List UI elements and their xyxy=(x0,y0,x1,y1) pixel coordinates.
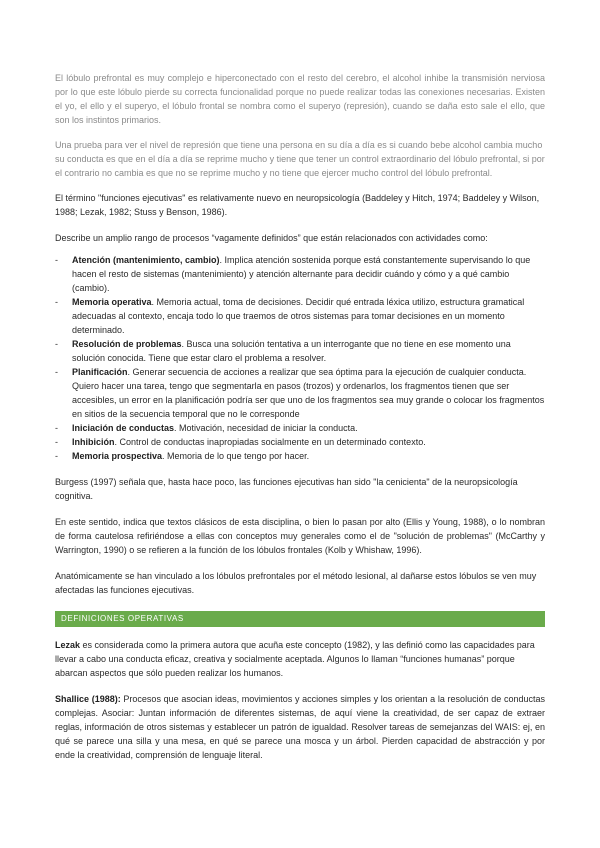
function-description: . Control de conductas inapropiadas socialmente en un determinado contexto. xyxy=(114,437,426,447)
list-dash: - xyxy=(55,297,58,307)
list-item xyxy=(55,253,545,295)
function-description: . Busca una solución tentativa a un interrogante que no tiene en ese momento una solución conocida. Tiene que estar claro el problema a resolver. xyxy=(72,339,511,363)
list-dash: - xyxy=(55,423,58,433)
describe-paragraph: Describe un amplio rango de procesos “vagamente definidos” que están relacionados con actividades como: xyxy=(55,233,488,243)
author-shallice: Shallice (1988): xyxy=(55,694,121,704)
executive-functions-list xyxy=(55,253,545,463)
list-dash: - xyxy=(55,437,58,447)
author-lezak: Lezak xyxy=(55,640,81,650)
shallice-paragraph xyxy=(55,692,545,762)
intro-paragraph-repression: Una prueba para ver el nivel de represión que tiene una persona en su día a día es si cuando bebe alcohol cambia mucho su conducta es que en el día a día se reprime mucho y tiene que tener un control extraordinario del lóbulo prefrontal, si por el contrario no cambia es que no se reprime mucho y no tiene que ejercer mucho control del lóbulo prefrontal. xyxy=(55,140,545,178)
list-dash: - xyxy=(55,339,58,349)
list-item xyxy=(55,365,545,421)
list-item xyxy=(55,421,545,435)
list-item xyxy=(55,449,545,463)
function-term: Iniciación de conductas xyxy=(72,423,175,433)
list-item xyxy=(55,337,545,365)
function-term: Resolución de problemas xyxy=(72,339,182,349)
shallice-text: Procesos que asocian ideas, movimientos y acciones simples y los orientan a la resolución de conductas complejas. Asociar: Juntan información de diferentes sistemas, de aquí viene la creatividad, de ser capaz de extraer reglas, información de otros sistemas y establecer un patrón de igualdad. Resolver tareas de semejanzas del WAIS: ej, en qué se parece una silla y una mesa, en qué se parece una mosca y un árbol. Pierden capacidad de abstracción y por ende la creatividad, comprensión de lenguaje literal. xyxy=(55,694,545,760)
anatomy-paragraph: Anatómicamente se han vinculado a los lóbulos prefrontales por el método lesional, al dañarse estos lóbulos se ven muy afectadas las funciones ejecutivas. xyxy=(55,571,537,595)
list-item xyxy=(55,435,545,449)
classic-texts-paragraph: En este sentido, indica que textos clásicos de esta disciplina, o bien lo pasan por alto (Ellis y Young, 1988), o lo nombran de forma cautelosa refiriéndose a ellas con conceptos muy generales como el de "solución de problemas" (McCarthy y Warrington, 1990) o se refieren a la función de los lóbulos frontales (Kolb y Whishaw, 1996). xyxy=(55,517,545,555)
function-term: Inhibición xyxy=(72,437,115,447)
burgess-paragraph: Burgess (1997) señala que, hasta hace poco, las funciones ejecutivas han sido "la cenicienta" de la neuropsicología cognitiva. xyxy=(55,477,518,501)
section-heading: DEFINICIONES OPERATIVAS xyxy=(61,614,184,623)
function-description: . Memoria de lo que tengo por hacer. xyxy=(162,451,310,461)
function-term: Memoria operativa xyxy=(72,297,152,307)
intro-paragraph-alcohol: El lóbulo prefrontal es muy complejo e hiperconectado con el resto del cerebro, el alcohol inhibe la transmisión nerviosa por lo que este lóbulo pierde su correcta funcionalidad porque no puede realizar todas las conexiones necesarias. Existen el yo, el ello y el superyo, el lóbulo frontal se nombra como el superyo (represión), cuando se daña esto sale el ello, que son los instintos primarios. xyxy=(55,73,545,125)
function-description: . Generar secuencia de acciones a realizar que sea óptima para la ejecución de cualquier conducta. Quiero hacer una tarea, tengo que segmentarla en pasos (trozos) y ordenarlos, los fragmentos tienen que ser accesibles, un error en la planificación podría ser que uno de los fragmentos sea muy grande o colocar los fragmentos en sitios de la secuencia temporal que no le corresponde xyxy=(72,367,545,419)
function-description: . Implica atención sostenida porque está constantemente supervisando lo que hacen el resto de sistemas (mantenimiento) y atención alternante para decidir cuándo y cómo y a qué cambio (cambio). xyxy=(72,255,531,293)
function-term: Planificación xyxy=(72,367,128,377)
list-item xyxy=(55,295,545,337)
section-heading-bar xyxy=(55,611,545,627)
list-dash: - xyxy=(55,367,58,377)
document-content xyxy=(55,71,545,762)
list-dash: - xyxy=(55,451,58,461)
function-term: Atención (mantenimiento, cambio) xyxy=(72,255,220,265)
function-description: . Memoria actual, toma de decisiones. Decidir qué entrada léxica utilizo, estructura gramatical adecuadas al contexto, encaja todo lo que traemos de otros sistemas para tomar decisiones en un momento determinado. xyxy=(72,297,525,335)
lezak-paragraph xyxy=(55,638,545,680)
list-dash: - xyxy=(55,255,58,265)
function-term: Memoria prospectiva xyxy=(72,451,163,461)
function-description: . Motivación, necesidad de iniciar la conducta. xyxy=(174,423,358,433)
lezak-text: es considerada como la primera autora que acuña este concepto (1982), y las definió como las capacidades para llevar a cabo una conducta eficaz, creativa y socialmente aceptada. Algunos lo llaman “funciones humanas” porque abarcan aspectos que sólo pueden realizar los humanos. xyxy=(55,640,535,678)
term-paragraph: El término "funciones ejecutivas" es relativamente nuevo en neuropsicología (Baddeley y Hitch, 1974; Baddeley y Wilson, 1988; Lezak, 1982; Stuss y Benson, 1986). xyxy=(55,193,540,217)
